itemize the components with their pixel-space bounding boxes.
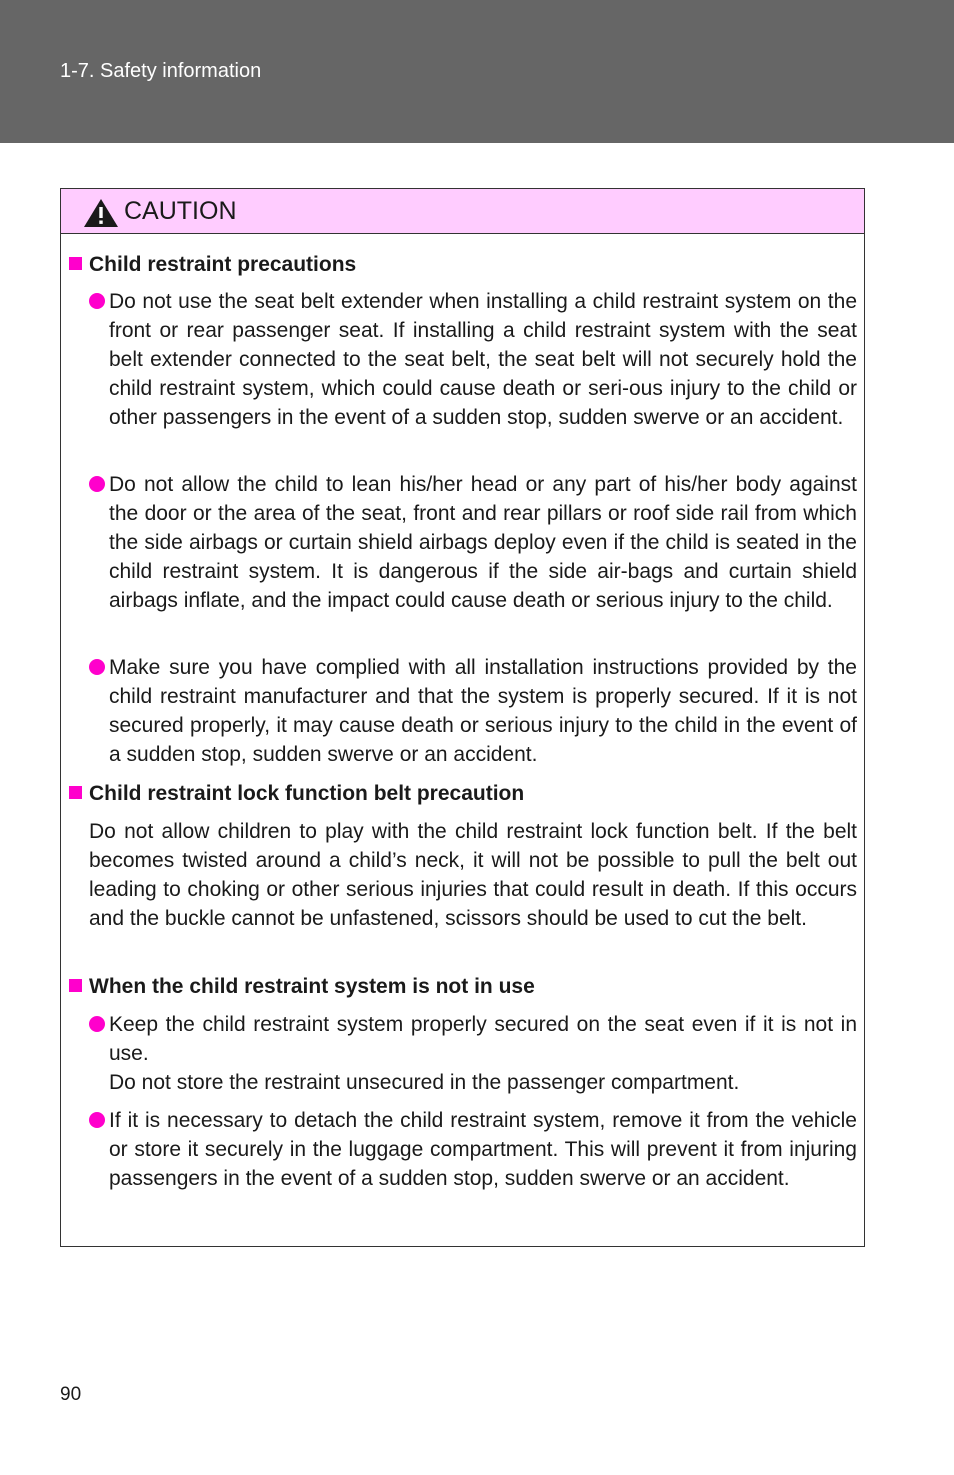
list-item	[89, 1106, 857, 1193]
caution-label: CAUTION	[124, 197, 237, 225]
square-bullet-icon	[69, 786, 82, 799]
circle-bullet-icon	[89, 476, 105, 492]
square-bullet-icon	[69, 979, 82, 992]
section-heading: Child restraint lock function belt precaution	[69, 782, 524, 806]
square-bullet-icon	[69, 257, 82, 270]
bullet-text-line2: Do not store the restraint unsecured in the passenger compartment.	[109, 1071, 740, 1094]
bullet-text: If it is necessary to detach the child restraint system, remove it from the vehicle or store it securely in the luggage compartment. This will prevent it from injuring passengers in the event of a sudden stop, sudden swerve or an accident.	[109, 1109, 857, 1190]
page-number: 90	[60, 1384, 82, 1405]
header-band	[0, 0, 954, 143]
list-item	[89, 470, 857, 615]
warning-triangle-icon	[83, 198, 119, 228]
circle-bullet-icon	[89, 1016, 105, 1032]
bullet-text: Do not allow the child to lean his/her head or any part of his/her body against the door or the area of the seat, front and rear pillars or roof side rail from which the side airbags or curtain shield airbags deploy even if the child is seated in the child restraint system. It is dangerous if the side air-bags and curtain shield airbags inflate, and the impact could cause death or serious injury to the child.	[109, 473, 857, 612]
bullet-text: Keep the child restraint system properly secured on the seat even if it is not in use.	[109, 1013, 857, 1065]
section-heading: Child restraint precautions	[69, 253, 356, 277]
list-item	[89, 287, 857, 432]
circle-bullet-icon	[89, 659, 105, 675]
bullet-text: Make sure you have complied with all installation instructions provided by the child restraint manufacturer and that the system is properly secured. If it is not secured properly, it may cause death or serious injury to the child in the event of a sudden stop, sudden swerve or an accident.	[109, 656, 857, 766]
section-title: 1-7. Safety information	[60, 60, 262, 82]
caution-box	[60, 188, 865, 1247]
circle-bullet-icon	[89, 293, 105, 309]
circle-bullet-icon	[89, 1112, 105, 1128]
section-heading: When the child restraint system is not in use	[69, 975, 535, 999]
list-item	[89, 1010, 857, 1097]
paragraph: Do not allow children to play with the child restraint lock function belt. If the belt becomes twisted around a child’s neck, it will not be possible to pull the belt out leading to choking or other serious injuries that could result in death. If this occurs and the buckle cannot be unfastened, scissors should be used to cut the belt.	[89, 820, 857, 930]
list-item	[89, 653, 857, 769]
caution-header	[61, 189, 864, 234]
bullet-text: Do not use the seat belt extender when installing a child restraint system on the front or rear passenger seat. If installing a child restraint system with the seat belt extender connected to the seat belt, the seat belt will not securely hold the child restraint system, which could cause death or seri-ous injury to the child or other passengers in the event of a sudden stop, sudden swerve or an accident.	[109, 290, 857, 429]
